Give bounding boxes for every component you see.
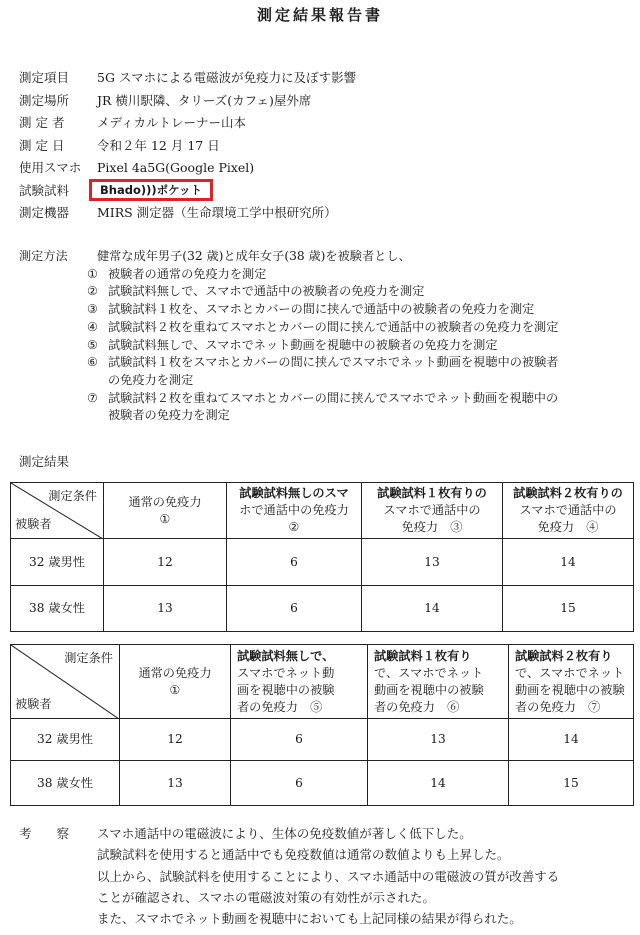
corner-subject-label: 被験者 — [15, 517, 52, 531]
step-number: ② — [87, 284, 98, 299]
table-header-cell — [368, 645, 509, 719]
header-line: 画を視聴中の被験 — [237, 682, 335, 697]
header-line: ホで通話中の免疫力 — [239, 503, 349, 517]
value-cell: 13 — [362, 539, 503, 586]
subject-cell: 32 歳男性 — [11, 539, 104, 586]
step-text: 試験試料１枚を、スマホとカバーの間に挟んで通話中の被験者の免疫力を測定 — [108, 302, 535, 317]
value-cell: 12 — [104, 539, 227, 586]
info-row-date — [19, 134, 356, 157]
method-step — [87, 301, 558, 319]
info-label: 測 定 日 — [19, 137, 65, 153]
step-text: 試験試料２枚を重ねてスマホとカバーの間に挟んでスマホでネット動画を視聴中の — [108, 390, 559, 405]
subject-cell: 38 歳女性 — [11, 586, 104, 632]
method-step — [87, 283, 558, 301]
header-line: 試験試料無しのスマ — [239, 486, 349, 500]
value-cell: 6 — [231, 761, 368, 806]
header-line: ② — [288, 520, 300, 534]
info-row-place — [19, 89, 356, 112]
method-step-continuation — [108, 407, 558, 425]
value-cell: 6 — [227, 586, 362, 632]
conclusion-line: 試験試料を使用すると通話中でも免疫数値は通常の数値よりも上昇した。 — [97, 847, 510, 863]
step-text: の免疫力を測定 — [108, 372, 194, 387]
method-steps — [87, 266, 558, 425]
step-text: 試験試料無しで、スマホで通話中の被験者の免疫力を測定 — [108, 284, 425, 299]
header-line: 者の免疫力 ⑥ — [374, 699, 460, 714]
subject-cell: 38 歳女性 — [11, 761, 120, 806]
header-line: 試験試料無しで、 — [237, 648, 335, 663]
table-corner-cell — [11, 483, 104, 539]
method-step — [87, 337, 558, 355]
info-row-measurer — [19, 111, 356, 134]
step-number: ① — [87, 266, 98, 281]
header-line: 動画を視聴中の被験 — [515, 682, 625, 697]
conclusion-body — [97, 823, 559, 929]
info-row-phone — [19, 156, 356, 179]
header-line: ① — [159, 511, 171, 526]
value-cell: 6 — [231, 719, 368, 761]
step-text: 試験試料２枚を重ねてスマホとカバーの間に挟んで通話中の被験者の免疫力を測定 — [108, 319, 559, 334]
table-row — [11, 761, 634, 806]
info-row-item — [19, 66, 356, 89]
value-cell: 13 — [104, 586, 227, 632]
table-header-cell — [503, 483, 634, 539]
method-step — [87, 354, 558, 372]
value-cell: 14 — [362, 586, 503, 632]
header-line: で、スマホでネット — [374, 665, 484, 680]
info-value: 令和２年 12 月 17 日 — [97, 137, 220, 153]
header-line: スマホで通話中の — [519, 503, 617, 517]
header-line: 免疫力 ④ — [537, 520, 599, 534]
method-step — [87, 319, 558, 337]
table-header-cell — [509, 645, 634, 719]
header-line: で、スマホでネット — [515, 665, 625, 680]
value-cell: 15 — [503, 586, 634, 632]
table-header-cell — [120, 645, 231, 719]
table-header-row — [11, 645, 634, 719]
header-line: 試験試料２枚有りの — [513, 486, 623, 500]
header-line: スマホで通話中の — [383, 503, 481, 517]
corner-subject-label: 被験者 — [15, 697, 52, 711]
corner-condition-label: 測定条件 — [64, 651, 113, 665]
info-value: 5G スマホによる電磁波が免疫力に及ぼす影響 — [97, 70, 357, 86]
step-text: 被験者の通常の免疫力を測定 — [108, 266, 267, 281]
info-row-device — [19, 201, 356, 224]
results-table-call — [10, 482, 634, 632]
results-label: 測定結果 — [19, 454, 70, 469]
info-row-sample — [19, 179, 356, 202]
table-header-cell — [104, 483, 227, 539]
conclusion-line: スマホ通話中の電磁波により、生体の免疫数値が著しく低下した。 — [97, 826, 472, 841]
header-line: 免疫力 ③ — [401, 520, 463, 534]
value-cell: 15 — [509, 761, 634, 806]
header-line: 通常の免疫力 — [138, 665, 212, 680]
info-value: Pixel 4a5G(Google Pixel) — [97, 159, 255, 175]
method-label: 測定方法 — [19, 249, 68, 263]
step-number: ⑥ — [87, 355, 98, 370]
info-label: 測定機器 — [19, 205, 70, 221]
table-row — [11, 719, 634, 761]
info-label: 測 定 者 — [19, 115, 65, 131]
conclusion-line: ことが確認され、スマホの電磁波対策の有効性が示された。 — [97, 889, 436, 905]
table-row — [11, 539, 634, 586]
info-value: JR 横川駅隣、タリーズ(カフェ)屋外席 — [97, 92, 312, 108]
subject-cell: 32 歳男性 — [11, 719, 120, 761]
info-label: 試験試料 — [19, 182, 70, 198]
info-label: 使用スマホ — [19, 160, 82, 176]
sample-highlight-box: Bhado)))ポケット — [89, 179, 213, 201]
header-line: ① — [169, 682, 181, 697]
table-header-cell — [231, 645, 368, 719]
header-line: 試験試料１枚有り — [374, 648, 472, 663]
value-cell: 6 — [227, 539, 362, 586]
method-step-continuation — [108, 372, 558, 390]
report-title: 測定結果報告書 — [256, 6, 383, 24]
info-label: 測定場所 — [19, 92, 70, 108]
method-step — [87, 390, 558, 408]
method-step — [87, 266, 558, 284]
step-number: ③ — [87, 302, 98, 317]
table-header-cell — [227, 483, 362, 539]
value-cell: 14 — [503, 539, 634, 586]
header-line: 動画を視聴中の被験 — [374, 682, 484, 697]
step-number: ⑤ — [87, 337, 98, 352]
info-section — [19, 66, 356, 224]
value-cell: 12 — [120, 719, 231, 761]
results-table-video — [10, 644, 634, 806]
method-intro-row — [19, 248, 558, 266]
table-corner-cell — [11, 645, 120, 719]
header-line: 試験試料２枚有り — [515, 648, 613, 663]
header-line: 者の免疫力 ⑤ — [237, 699, 323, 714]
info-value: MIRS 測定器（生命環境工学中根研究所） — [97, 205, 337, 221]
table-header-row — [11, 483, 634, 539]
info-label: 測定項目 — [19, 70, 70, 86]
header-line: 者の免疫力 ⑦ — [515, 699, 601, 714]
conclusion-line: また、スマホでネット動画を視聴中においても上記同様の結果が得られた。 — [97, 911, 522, 927]
header-line: 試験試料１枚有りの — [377, 486, 487, 500]
step-number: ④ — [87, 319, 98, 334]
value-cell: 14 — [509, 719, 634, 761]
table-row — [11, 586, 634, 632]
value-cell: 13 — [120, 761, 231, 806]
conclusion-line: 以上から、試験試料を使用することにより、スマホ通話中の電磁波の質が改善する — [97, 868, 560, 884]
method-intro: 健常な成年男子(32 歳)と成年女子(38 歳)を被験者とし、 — [97, 249, 411, 263]
header-line: スマホでネット動 — [237, 665, 335, 680]
value-cell: 13 — [368, 719, 509, 761]
step-text: 被験者の免疫力を測定 — [108, 408, 230, 423]
value-cell: 14 — [368, 761, 509, 806]
info-value: メディカルトレーナー山本 — [97, 115, 247, 131]
header-line: 通常の免疫力 — [128, 494, 202, 509]
table-header-cell — [362, 483, 503, 539]
step-number: ⑦ — [87, 390, 98, 405]
step-text: 試験試料１枚をスマホとカバーの間に挟んでスマホでネット動画を視聴中の被験者 — [108, 355, 559, 370]
step-text: 試験試料無しで、スマホでネット動画を視聴中の被験者の免疫力を測定 — [108, 337, 498, 352]
conclusion-label: 考 察 — [19, 826, 70, 841]
method-section — [19, 248, 558, 425]
corner-condition-label: 測定条件 — [48, 489, 97, 503]
